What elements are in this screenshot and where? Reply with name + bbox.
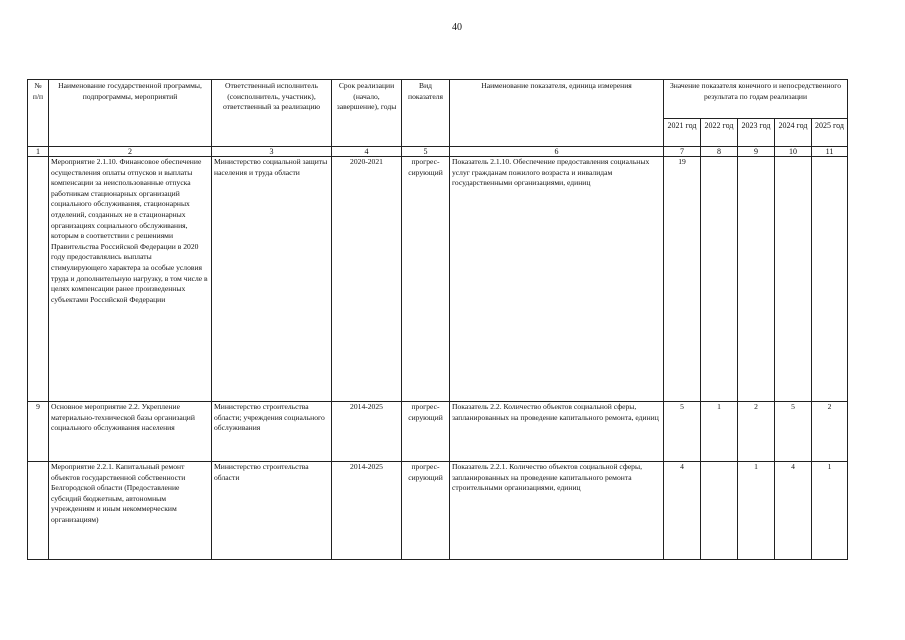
program-table [27,79,848,560]
row-value-2021: 19 [664,157,701,402]
row-term: 2014-2025 [332,402,402,462]
col-number: 4 [332,147,402,157]
row-term: 2014-2025 [332,462,402,560]
row-value-2021: 4 [664,462,701,560]
col-number: 10 [775,147,812,157]
column-numbers-row [28,147,848,157]
header-year-2023: 2023 год [738,119,775,147]
col-number: 8 [701,147,738,157]
row-value-2023: 1 [738,462,775,560]
row-responsible: Министерство строительства области [212,462,332,560]
col-number: 9 [738,147,775,157]
header-col-num: № п/п [28,80,49,147]
row-number: 9 [28,402,49,462]
col-number: 7 [664,147,701,157]
row-indicator: Показатель 2.2.1. Количество объектов социальной сферы, запланированных на проведение капитального ремонта строительными организациями, единиц [450,462,664,560]
row-number [28,157,49,402]
row-value-2025: 2 [812,402,848,462]
col-number: 5 [402,147,450,157]
col-number: 3 [212,147,332,157]
row-responsible: Министерство социальной защиты населения и труда области [212,157,332,402]
row-value-2025: 1 [812,462,848,560]
header-year-2024: 2024 год [775,119,812,147]
table-row [28,462,848,560]
row-indicator: Показатель 2.1.10. Обеспечение предоставления социальных услуг гражданам пожилого возраста и инвалидам государственными организациями, единиц [450,157,664,402]
row-number [28,462,49,560]
row-type: прогрес-сирующий [402,157,450,402]
header-col-term: Срок реализации (начало, завершение), годы [332,80,402,147]
col-number: 1 [28,147,49,157]
row-indicator: Показатель 2.2. Количество объектов социальной сферы, запланированных на проведение капитального ремонта, единиц [450,402,664,462]
col-number: 11 [812,147,848,157]
table-row [28,157,848,402]
header-col-name: Наименование государственной программы, подпрограммы, мероприятий [49,80,212,147]
row-value-2021: 5 [664,402,701,462]
row-name: Мероприятие 2.2.1. Капитальный ремонт объектов государственной собственности Белгородской области (Предоставление субсидий бюджетным, автономным учреждениям и иным некоммерческим организациям) [49,462,212,560]
row-value-2024: 5 [775,402,812,462]
header-col-responsible: Ответственный исполнитель (соисполнитель, участник), ответственный за реализацию [212,80,332,147]
header-year-2025: 2025 год [812,119,848,147]
header-year-2022: 2022 год [701,119,738,147]
col-number: 2 [49,147,212,157]
header-col-indicator: Наименование показателя, единица измерения [450,80,664,147]
header-col-type: Вид показателя [402,80,450,147]
header-col-values: Значение показателя конечного и непосредственного результата по годам реализации [664,80,848,119]
row-value-2022 [701,157,738,402]
table-row [28,402,848,462]
row-value-2023 [738,157,775,402]
row-type: прогрес-сирующий [402,402,450,462]
row-value-2022: 1 [701,402,738,462]
row-responsible: Министерство строительства области; учреждения социального обслуживания [212,402,332,462]
row-name: Мероприятие 2.1.10. Финансовое обеспечение осуществления оплаты отпусков и выплаты компенсации за неиспользованные отпуска работникам стационарных организаций социального обслуживания, стационарных отделений, созданных не в стационарных организациях социального обслуживания, которым в соответствии с решениями Правительства Российской Федерации в 2020 году предоставлялись выплаты стимулирующего характера за особые условия труда и дополнительную нагрузку, в том числе в целях компенсации ранее произведенных субъектами Российской Федерации [49,157,212,402]
col-number: 6 [450,147,664,157]
row-value-2025 [812,157,848,402]
row-type: прогрес-сирующий [402,462,450,560]
row-value-2024 [775,157,812,402]
row-term: 2020-2021 [332,157,402,402]
row-name: Основное мероприятие 2.2. Укрепление материально-технической базы организаций социального обслуживания населения [49,402,212,462]
page-number: 40 [452,22,462,33]
row-value-2023: 2 [738,402,775,462]
row-value-2024: 4 [775,462,812,560]
row-value-2022 [701,462,738,560]
header-year-2021: 2021 год [664,119,701,147]
